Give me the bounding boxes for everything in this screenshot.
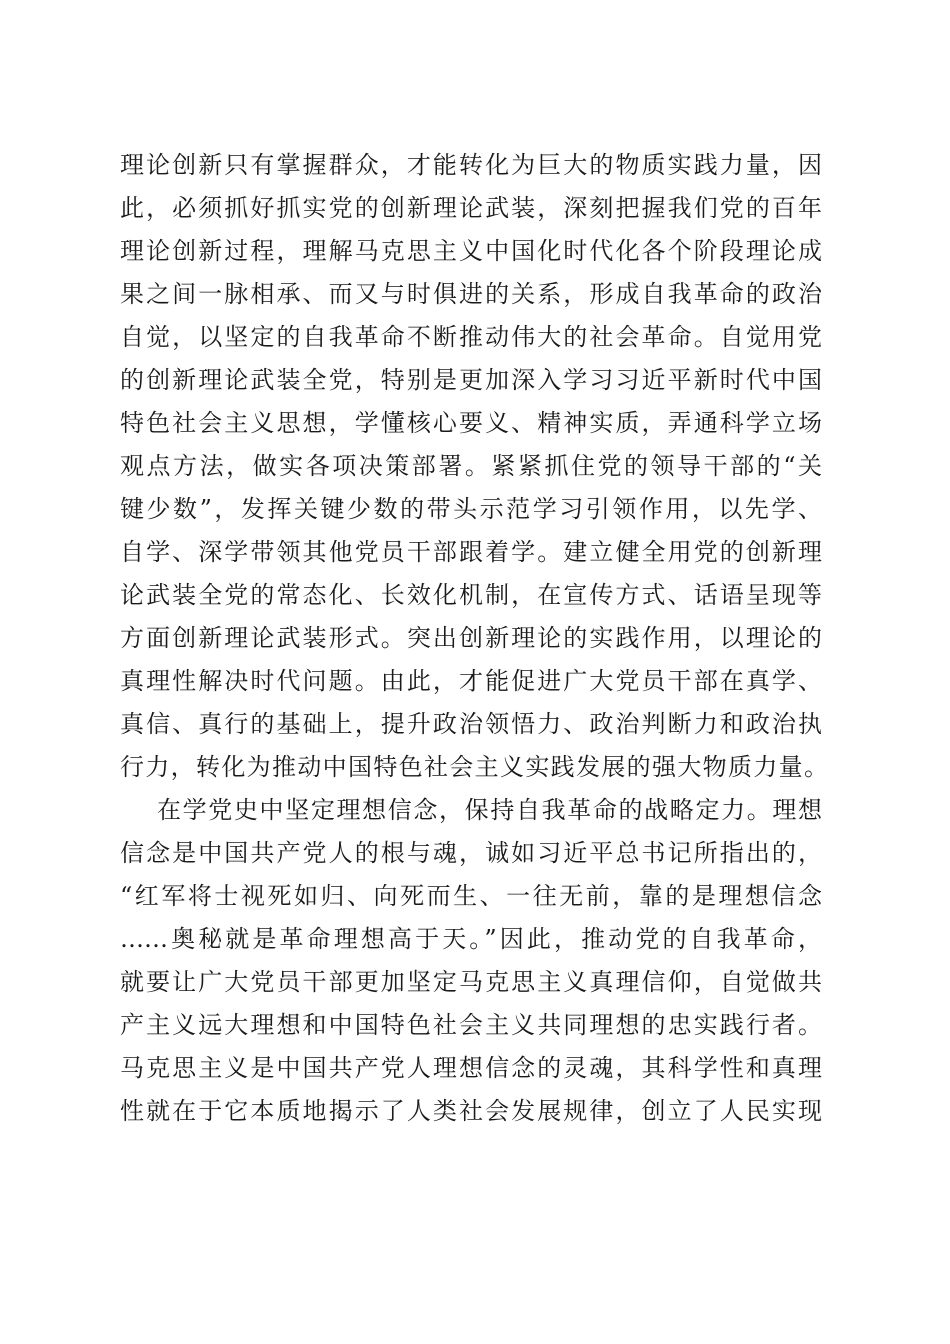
text-line: 真信、真行的基础上，提升政治领悟力、政治判断力和政治执 [120,710,822,738]
text-line: 的创新理论武装全党，特别是更加深入学习习近平新时代中国 [120,366,822,394]
text-line: 产主义远大理想和中国特色社会主义共同理想的忠实践行者。 [120,1011,822,1039]
text-line: “红军将士视死如归、向死而生、一往无前，靠的是理想信念 [120,882,822,910]
text-line: 理论创新过程，理解马克思主义中国化时代化各个阶段理论成 [120,237,822,265]
document-body [120,144,828,1133]
text-line: 方面创新理论武装形式。突出创新理论的实践作用，以理论的 [120,624,822,652]
text-line: 马克思主义是中国共产党人理想信念的灵魂，其科学性和真理 [120,1054,822,1082]
text-line: 特色社会主义思想，学懂核心要义、精神实质，弄通科学立场 [120,409,822,437]
text-line: 观点方法，做实各项决策部署。紧紧抓住党的领导干部的“关 [120,452,822,480]
text-line: 自觉，以坚定的自我革命不断推动伟大的社会革命。自觉用党 [120,323,822,351]
text-line: ……奥秘就是革命理想高于天。”因此，推动党的自我革命， [120,925,822,953]
paragraph-last-line: 行力，转化为推动中国特色社会主义实践发展的强大物质力量。 [120,753,828,781]
text-line: 性就在于它本质地揭示了人类社会发展规律，创立了人民实现 [120,1097,822,1125]
paragraph-first-line: 在学党史中坚定理想信念，保持自我革命的战略定力。理想 [157,796,822,824]
text-line: 论武装全党的常态化、长效化机制，在宣传方式、话语呈现等 [120,581,822,609]
text-line: 自学、深学带领其他党员干部跟着学。建立健全用党的创新理 [120,538,822,566]
text-line: 键少数”，发挥关键少数的带头示范学习引领作用，以先学、 [120,495,822,523]
text-line: 果之间一脉相承、而又与时俱进的关系，形成自我革命的政治 [120,280,822,308]
text-line: 真理性解决时代问题。由此，才能促进广大党员干部在真学、 [120,667,822,695]
text-line: 此，必须抓好抓实党的创新理论武装，深刻把握我们党的百年 [120,194,822,222]
text-line: 理论创新只有掌握群众，才能转化为巨大的物质实践力量，因 [120,151,822,179]
text-line: 就要让广大党员干部更加坚定马克思主义真理信仰，自觉做共 [120,968,822,996]
text-line: 信念是中国共产党人的根与魂，诚如习近平总书记所指出的， [120,839,822,867]
